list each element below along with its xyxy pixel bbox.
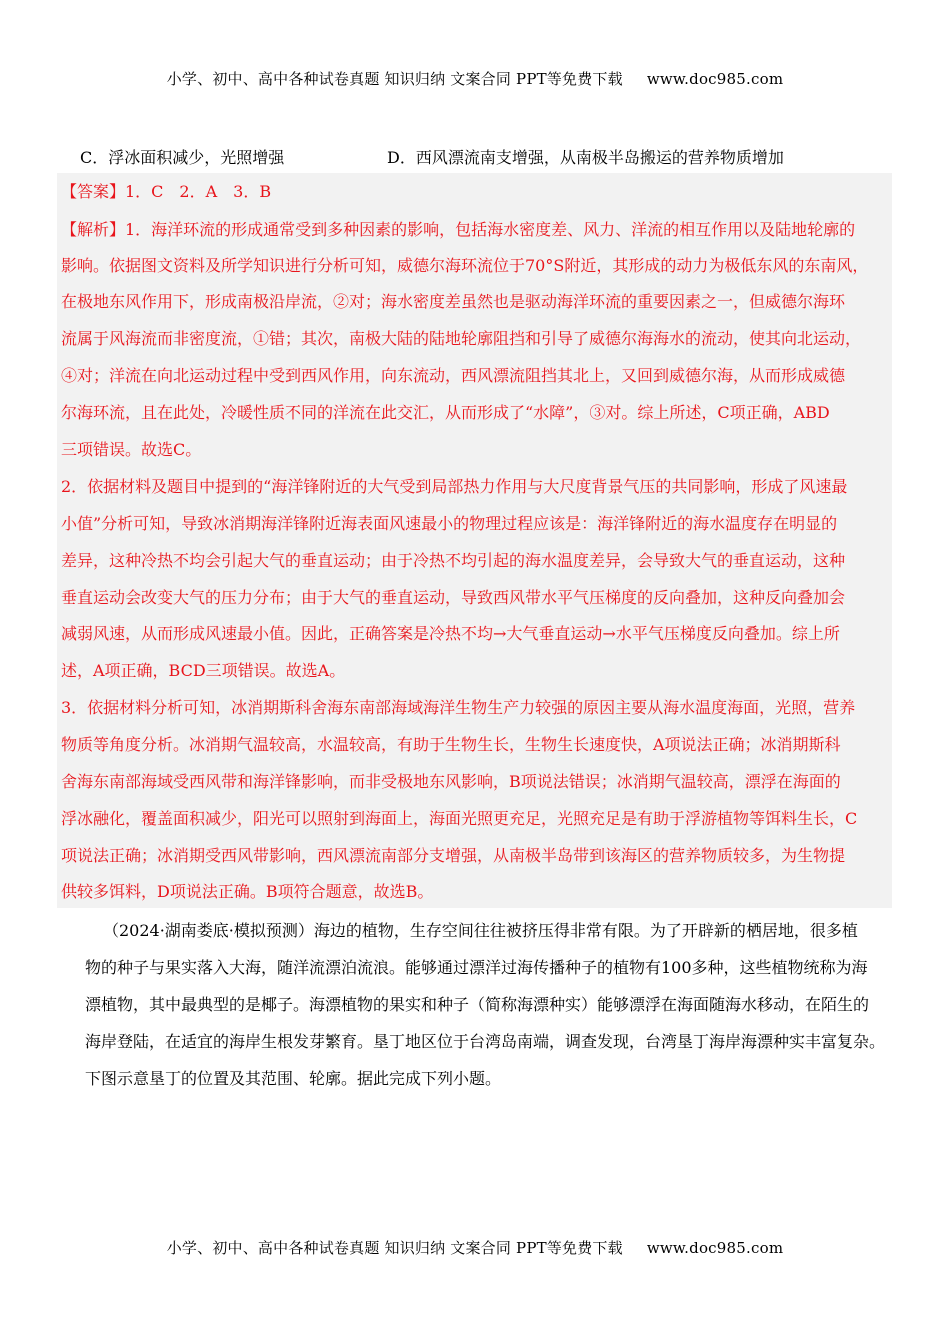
explanation-line: 物质等角度分析。冰消期气温较高，水温较高，有助于生物生长，生物生长速度快，A项说法正确；冰消期斯科 (61, 735, 841, 754)
passage-line: 物的种子与果实落入大海，随洋流漂泊流浪。能够通过漂洋过海传播种子的植物有100多种，这些植物统称为海 (85, 958, 868, 977)
explanation-line: 小值”分析可知，导致冰消期海洋锋附近海表面风速最小的物理过程应该是：海洋锋附近的海水温度存在明显的 (61, 514, 838, 533)
answer-line: 【答案】1．C 2．A 3．B (61, 182, 272, 201)
question-options (80, 145, 900, 169)
passage-line: 下图示意垦丁的位置及其范围、轮廓。据此完成下列小题。 (85, 1069, 502, 1088)
header-url[interactable]: www.doc985.com (646, 70, 784, 88)
explanation-line: ④对；洋流在向北运动过程中受到西风作用，向东流动，西风漂流阻挡其北上，又回到威德尔海，从而形成威德 (61, 366, 846, 385)
footer-url[interactable]: www.doc985.com (646, 1239, 784, 1257)
passage-line: （2024·湖南娄底·模拟预测）海边的植物，生存空间往往被挤压得非常有限。为了开辟新的栖居地，很多植 (103, 921, 858, 940)
explanation-line: 2．依据材料及题目中提到的“海洋锋附近的大气受到局部热力作用与大尺度背景气压的共同影响，形成了风速最 (61, 477, 848, 496)
explanation-line: 【解析】1．海洋环流的形成通常受到多种因素的影响，包括海水密度差、风力、洋流的相互作用以及陆地轮廓的 (61, 220, 856, 239)
explanation-line: 差异，这种冷热不均会引起大气的垂直运动；由于冷热不均引起的海水温度差异，会导致大气的垂直运动，这种 (61, 551, 846, 570)
answer-explanation-box (57, 173, 892, 908)
option-d: D．西风漂流南支增强，从南极半岛搬运的营养物质增加 (387, 148, 784, 167)
footer-text: 小学、初中、高中各种试卷真题 知识归纳 文案合同 PPT等免费下载 (166, 1239, 623, 1257)
explanation-line: 供较多饵料，D项说法正确。B项符合题意，故选B。 (61, 882, 434, 901)
page-header (0, 68, 950, 89)
explanation-line: 影响。依据图文资料及所学知识进行分析可知，威德尔海环流位于70°S附近，其形成的动力为极低东风的东南风， (61, 256, 869, 275)
header-text: 小学、初中、高中各种试卷真题 知识归纳 文案合同 PPT等免费下载 (166, 70, 623, 88)
explanation-line: 垂直运动会改变大气的压力分布；由于大气的垂直运动，导致西风带水平气压梯度的反向叠加，这种反向叠加会 (61, 588, 846, 607)
explanation-line: 述，A项正确，BCD三项错误。故选A。 (61, 661, 346, 680)
explanation-line: 舍海东南部海域受西风带和海洋锋影响，而非受极地东风影响，B项说法错误；冰消期气温较高，漂浮在海面的 (61, 772, 841, 791)
explanation-line: 尔海环流，且在此处，冷暖性质不同的洋流在此交汇，从而形成了“水障”，③对。综上所述，C项正确，ABD (61, 403, 830, 422)
explanation-line: 三项错误。故选C。 (61, 440, 202, 459)
page-footer (0, 1237, 950, 1258)
option-c: C．浮冰面积减少，光照增强 (80, 148, 285, 167)
passage-line: 漂植物，其中最典型的是椰子。海漂植物的果实和种子（简称海漂种实）能够漂浮在海面随海水移动，在陌生的 (85, 995, 870, 1014)
explanation-line: 流属于风海流而非密度流，①错；其次，南极大陆的陆地轮廓阻挡和引导了威德尔海海水的流动，使其向北运动， (61, 329, 862, 348)
passage-line: 海岸登陆，在适宜的海岸生根发芽繁育。垦丁地区位于台湾岛南端，调查发现，台湾垦丁海岸海漂种实丰富复杂。 (85, 1032, 886, 1051)
explanation-line: 浮冰融化，覆盖面积减少，阳光可以照射到海面上，海面光照更充足，光照充足是有助于浮游植物等饵料生长，C (61, 809, 858, 828)
explanation-line: 3．依据材料分析可知，冰消期斯科舍海东南部海域海洋生物生产力较强的原因主要从海水温度海面，光照，营养 (61, 698, 856, 717)
explanation-line: 减弱风速，从而形成风速最小值。因此，正确答案是冷热不均→大气垂直运动→水平气压梯度反向叠加。综上所 (61, 624, 840, 643)
explanation-line: 项说法正确；冰消期受西风带影响，西风漂流南部分支增强，从南极半岛带到该海区的营养物质较多，为生物提 (61, 846, 846, 865)
explanation-line: 在极地东风作用下，形成南极沿岸流，②对；海水密度差虽然也是驱动海洋环流的重要因素之一，但威德尔海环 (61, 292, 846, 311)
